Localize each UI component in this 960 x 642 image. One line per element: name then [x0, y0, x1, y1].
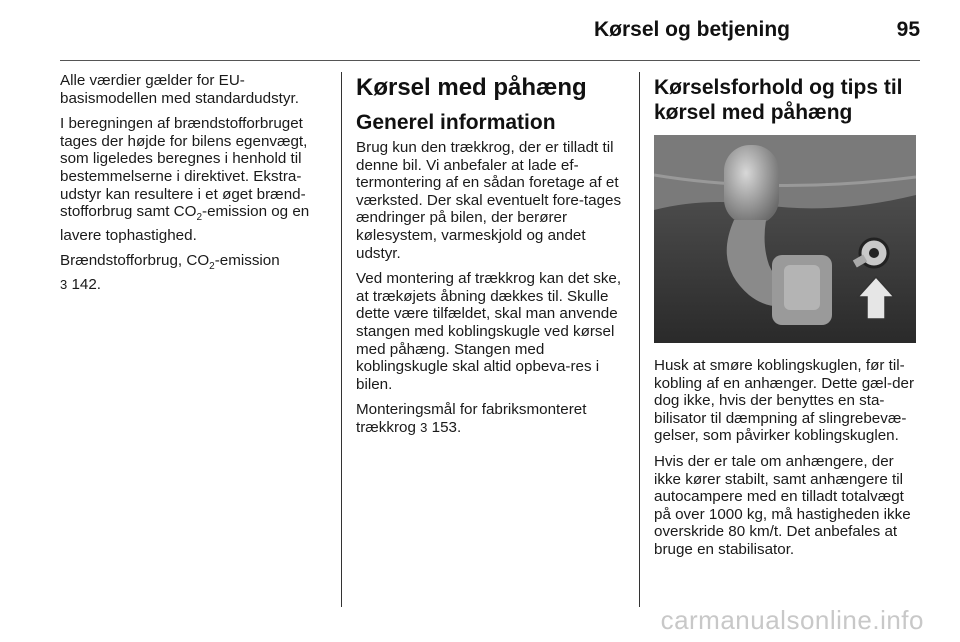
column-middle — [356, 72, 626, 445]
column-divider-2 — [639, 72, 640, 607]
column-right — [654, 72, 922, 567]
header-divider — [60, 60, 920, 61]
paragraph: Ved montering af trækkrog kan det ske, at trækøjets åbning dækkes til. Skulle dette være tilfældet, skal man anvende stangen med koblingskugle ved kørsel med påhæng. Stangen med koblingskugle skal altid opbeva-res i bilen. — [356, 270, 622, 393]
subscript: 2 — [209, 261, 215, 273]
paragraph-text: Monteringsmål for fabriksmonteret trækkrog — [356, 401, 587, 436]
paragraph — [356, 401, 626, 436]
paragraph-text: -emission og en lavere tophastighed. — [60, 203, 310, 244]
column-divider-1 — [341, 72, 342, 607]
page-reference-link[interactable]: 142. — [71, 276, 102, 293]
paragraph: Husk at smøre koblingskuglen, før til-kobling af en anhænger. Dette gæl-der dog ikke, hvis der benyttes en sta-bilisator til dæmpning af slingrebevæ-gelser, som påvirker koblingskuglen. — [654, 357, 915, 445]
tow-hook-photo — [654, 135, 916, 343]
paragraph: Hvis der er tale om anhængere, der ikke kører stabilt, samt anhængere til autocampere med en tilladt totalvægt på over 1000 kg, må hastigheden ikke overskride 80 km/t. Det anbefales at bruge en stabilisator. — [654, 452, 911, 558]
paragraph-text: Brændstofforbrug, CO — [60, 252, 210, 270]
paragraph: Alle værdier gælder for EU-basismodellen med standardudstyr. — [60, 72, 299, 107]
section-title: Kørselsforhold og tips til kørsel med påhæng — [654, 76, 903, 124]
page-header-title: Kørsel og betjening — [593, 18, 790, 41]
reference-arrow-icon: 3 — [420, 419, 428, 435]
reference-arrow-icon: 3 — [60, 277, 68, 292]
paragraph-text: -emission — [214, 252, 280, 270]
subscript: 2 — [196, 212, 203, 224]
page-reference-link[interactable]: 153. — [431, 418, 462, 436]
section-title: Kørsel med påhæng — [356, 74, 587, 101]
page-number: 95 — [896, 18, 920, 41]
paragraph: Brug kun den trækkrog, der er tilladt til denne bil. Vi anbefaler at lade ef-termontering af en sådan foretage af et værksted. Der skal eventuelt fore-tages ændringer på bilen, der berører kølesystem, varmeskjold og andet udstyr. — [356, 139, 622, 262]
column-left — [60, 72, 332, 302]
paragraph-text: I beregningen af brændstofforbruget tages der højde for bilens egenvægt, som ligeledes beregnes i henhold til bestemmelserne i direktivet. Ekstra-udstyr kan resultere i et øget brænd-stofforbrug samt CO — [60, 115, 308, 221]
paragraph — [60, 115, 332, 244]
subsection-title: Generel information — [356, 111, 556, 134]
paragraph — [60, 252, 332, 293]
watermark: carmanualsonline.info — [660, 605, 924, 635]
